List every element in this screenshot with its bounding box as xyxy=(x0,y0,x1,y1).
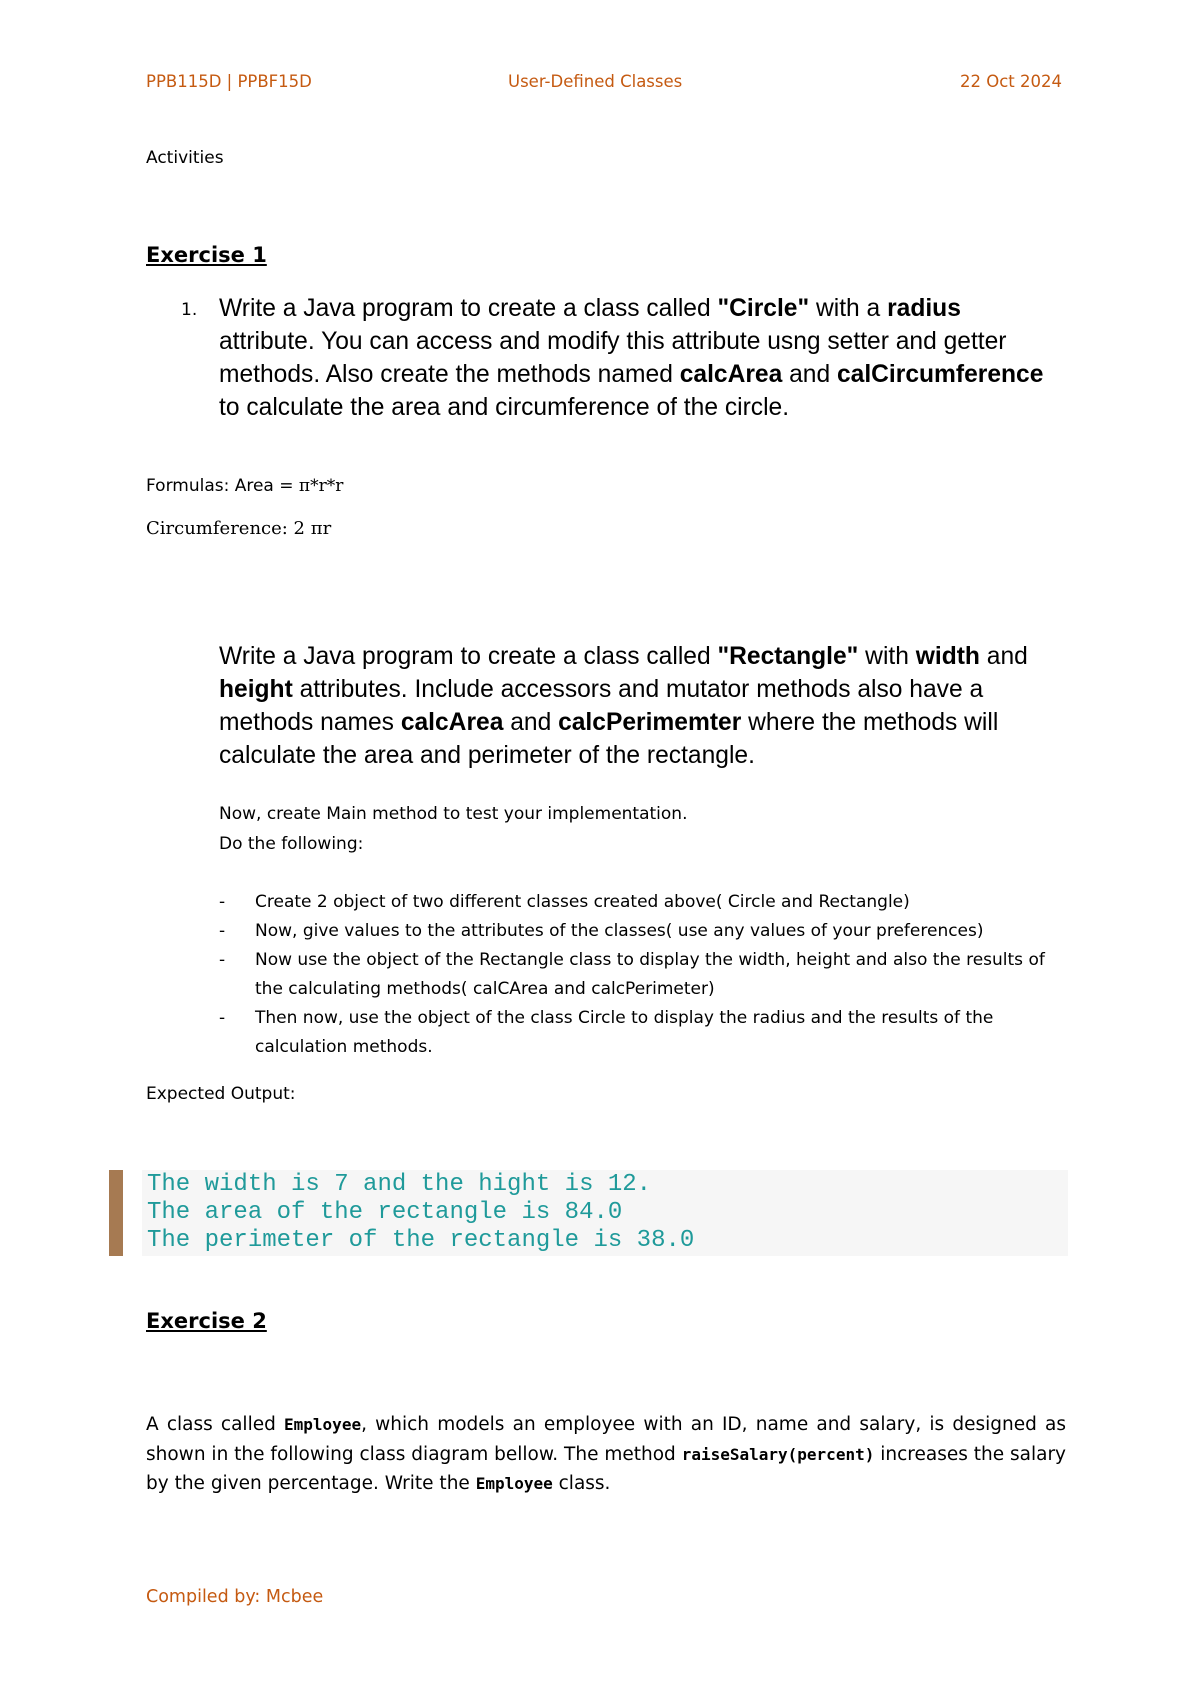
task-item: - Now use the object of the Rectangle class to display the width, height and also the results of the calculating methods( calCArea and calcPerimeter) xyxy=(219,946,1049,1004)
exercise-2-description: A class called Employee, which models an employee with an ID, name and salary, is designed as shown in the following class diagram bellow. The method raiseSalary(percent) increases the salary by the given percentage. Write the Employee class. xyxy=(146,1414,1066,1494)
formula-circumference: Circumference: 2 πr xyxy=(146,518,332,539)
header-date: 22 Oct 2024 xyxy=(959,72,1062,91)
main-method-intro: Now, create Main method to test your implementation. xyxy=(219,804,688,824)
exercise-2-title: Exercise 2 xyxy=(146,1309,267,1333)
question-1-text: Write a Java program to create a class called "Circle" with a radius attribute. You can access and modify this attribute usng setter and getter methods. Also create the methods named calcArea and calCircumference to calculate the area and circumference of the circle. xyxy=(219,295,1044,421)
expected-output-label: Expected Output: xyxy=(146,1084,296,1104)
task-item: - Then now, use the object of the class Circle to display the radius and the results of the calculation methods. xyxy=(219,1004,1049,1062)
exercise-1-title: Exercise 1 xyxy=(146,243,267,267)
header-topic: User-Defined Classes xyxy=(508,72,683,91)
output-line: The area of the rectangle is 84.0 xyxy=(147,1199,623,1226)
output-line: The perimeter of the rectangle is 38.0 xyxy=(147,1227,695,1254)
output-line: The width is 7 and the hight is 12. xyxy=(147,1171,652,1198)
task-item: - Now, give values to the attributes of the classes( use any values of your preferences) xyxy=(219,917,1049,946)
activities-heading: Activities xyxy=(146,148,224,168)
question-1-number: 1. xyxy=(181,300,198,320)
do-following-label: Do the following: xyxy=(219,834,364,854)
question-2-text: Write a Java program to create a class called "Rectangle" with width and height attributes. Include accessors and mutator methods also have a methods names calcArea and calcPerimemter where the methods will calculate the area and perimeter of the rectangle. xyxy=(219,643,1028,769)
task-item: - Create 2 object of two different classes created above( Circle and Rectangle) xyxy=(219,888,1049,917)
formula-area: Formulas: Area = π*r*r xyxy=(146,476,344,496)
task-list xyxy=(219,888,1049,1062)
page-footer: Compiled by: Mcbee xyxy=(146,1587,324,1607)
page-header xyxy=(146,72,1062,98)
header-course: PPB115D | PPBF15D xyxy=(146,72,312,91)
code-block-accent xyxy=(109,1170,123,1256)
